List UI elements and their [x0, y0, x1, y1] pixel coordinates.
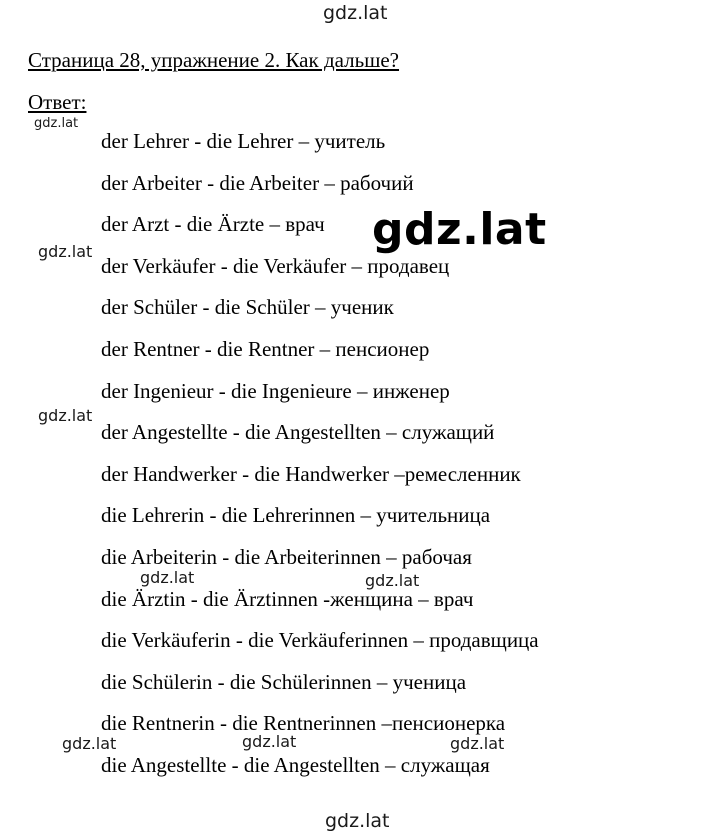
- vocabulary-line: der Schüler - die Schüler – ученик: [101, 295, 394, 320]
- watermark-small: gdz.lat: [38, 406, 93, 425]
- vocabulary-line: der Arzt - die Ärzte – врач: [101, 212, 325, 237]
- vocabulary-line: der Verkäufer - die Verkäufer – продавец: [101, 253, 450, 278]
- vocabulary-line: die Schülerin - die Schülerinnen – ученица: [101, 669, 467, 694]
- vocabulary-line: die Angestellte - die Angestellten – служащая: [101, 752, 490, 777]
- vocabulary-line: der Ingenieur - die Ingenieure – инженер: [101, 378, 450, 403]
- watermark-small: gdz.lat: [38, 242, 93, 261]
- vocabulary-line: die Verkäuferin - die Verkäuferinnen – продавщица: [101, 628, 539, 653]
- watermark-small: gdz.lat: [34, 116, 79, 131]
- watermark-small: gdz.lat: [62, 734, 117, 753]
- answer-label: Ответ:: [28, 90, 87, 114]
- watermark-small: gdz.lat: [450, 734, 505, 753]
- vocabulary-line: die Lehrerin - die Lehrerinnen – учительница: [101, 503, 491, 528]
- vocabulary-line: der Angestellte - die Angestellten – служащий: [101, 420, 495, 445]
- watermark-bottom: gdz.lat: [325, 810, 390, 832]
- watermark-small: gdz.lat: [242, 732, 297, 751]
- page-title: Страница 28, упражнение 2. Как дальше?: [28, 48, 400, 72]
- watermark-small: gdz.lat: [365, 571, 420, 590]
- watermark-large: gdz.lat: [372, 204, 547, 255]
- vocabulary-line: die Ärztin - die Ärztinnen -женщина – врач: [101, 586, 474, 611]
- watermark-top: gdz.lat: [323, 2, 388, 24]
- vocabulary-line: die Rentnerin - die Rentnerinnen –пенсионерка: [101, 711, 506, 736]
- watermark-small: gdz.lat: [140, 568, 195, 587]
- vocabulary-line: der Handwerker - die Handwerker –ремесленник: [101, 461, 521, 486]
- vocabulary-line: die Arbeiterin - die Arbeiterinnen – рабочая: [101, 544, 472, 569]
- vocabulary-line: der Rentner - die Rentner – пенсионер: [101, 336, 430, 361]
- vocabulary-line: der Arbeiter - die Arbeiter – рабочий: [101, 170, 414, 195]
- vocabulary-line: der Lehrer - die Lehrer – учитель: [101, 129, 386, 153]
